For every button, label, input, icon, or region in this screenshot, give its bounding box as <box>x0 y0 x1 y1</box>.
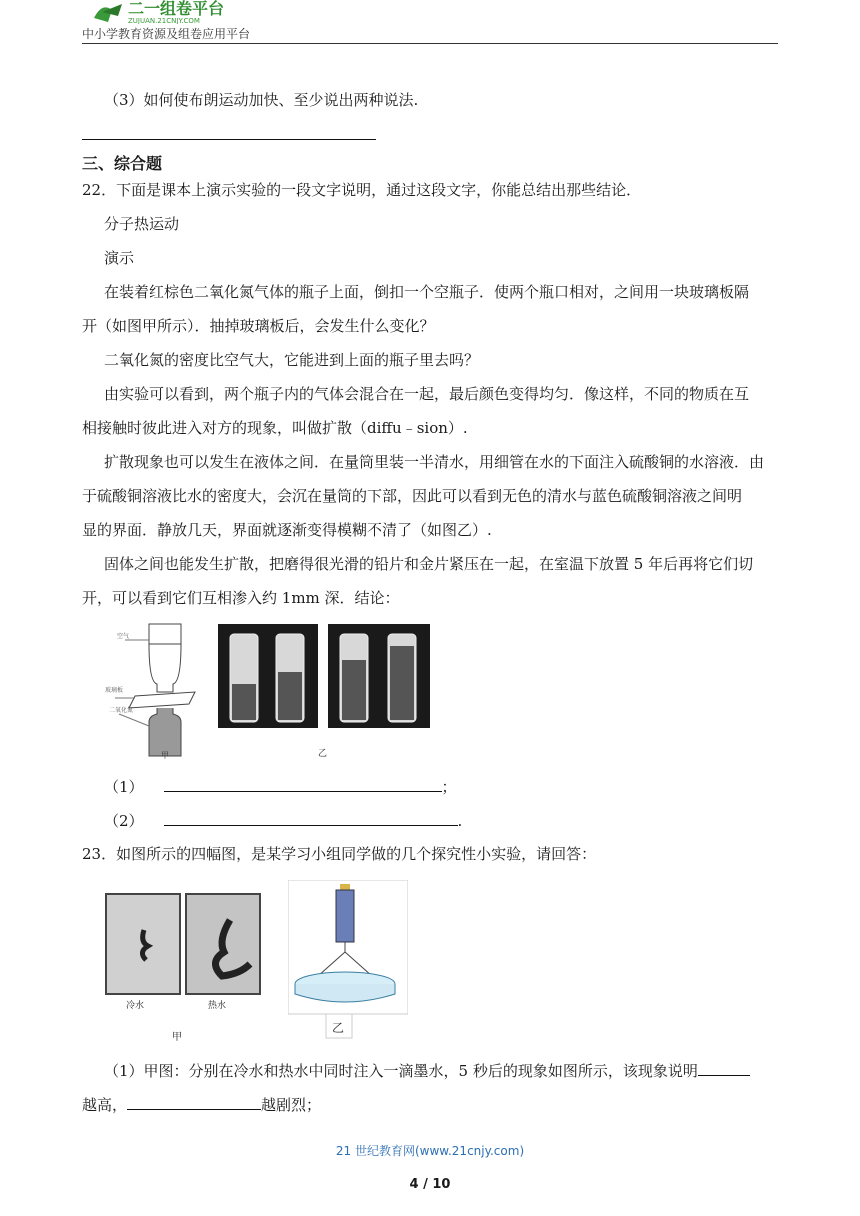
section-title: 三、综合题 <box>82 154 163 173</box>
q22-p6b: 于硫酸铜溶液比水的密度大，会沉在量筒的下部，因此可以看到无色的清水与蓝色硫酸铜溶液之间明 <box>82 487 743 505</box>
svg-text:甲: 甲 <box>172 1032 182 1043</box>
footer-site: 21 世纪教育网(www.21cnjy.com) <box>335 1144 525 1158</box>
logo <box>88 0 278 24</box>
svg-text:冷水: 冷水 <box>126 1001 145 1011</box>
svg-text:二氧化氮: 二氧化氮 <box>109 707 134 714</box>
svg-text:玻璃板: 玻璃板 <box>105 687 124 694</box>
header-subtitle: 中小学教育资源及组卷应用平台 <box>82 27 251 41</box>
q22-p5b: 相接触时彼此进入对方的现象，叫做扩散（diffu﹣sion）. <box>82 419 468 437</box>
svg-text:乙: 乙 <box>318 749 328 759</box>
answer-blank-2[interactable] <box>164 810 458 826</box>
answer-blank-1[interactable] <box>164 776 442 792</box>
q22-p7a: 固体之间也能发生扩散，把磨得很光滑的铅片和金片紧压在一起，在室温下放置 5 年后再将它们切 <box>104 555 754 573</box>
q22-p1: 分子热运动 <box>104 215 180 233</box>
q23-part1-line1: （1）甲图：分别在冷水和热水中同时注入一滴墨水，5 秒后的现象如图所示，该现象说明 <box>104 1060 750 1081</box>
q22-p4: 二氧化氮的密度比空气大，它能进到上面的瓶子里去吗？ <box>104 351 480 369</box>
page-header <box>82 0 778 44</box>
figure-cylinders <box>218 624 430 760</box>
svg-text:热水: 热水 <box>208 1001 227 1011</box>
figure-spring-scale <box>288 880 408 1040</box>
q22-p7b: 开，可以看到它们互相渗入约 1mm 深．结论： <box>82 589 400 607</box>
answer-blank-4[interactable] <box>127 1094 261 1110</box>
q22-stem: 22．下面是课本上演示实验的一段文字说明，通过这段文字，你能总结出那些结论． <box>82 181 642 199</box>
answer-blank-3[interactable] <box>698 1060 750 1076</box>
q21-part3: （3）如何使布朗运动加快、至少说出两种说法. <box>104 91 419 109</box>
answer-line <box>82 139 376 140</box>
q22-p3b: 开（如图甲所示）．抽掉玻璃板后，会发生什么变化？ <box>82 317 435 335</box>
q22-p6a: 扩散现象也可以发生在液体之间．在量筒里装一半清水，用细管在水的下面注入硫酸铜的水溶液．由 <box>104 453 765 471</box>
svg-text:二一组卷平台: 二一组卷平台 <box>128 0 225 18</box>
q22-p5a: 由实验可以看到，两个瓶子内的气体会混合在一起，最后颜色变得均匀．像这样，不同的物质在互 <box>104 385 750 403</box>
figure-bottles <box>105 622 205 762</box>
q22-p2: 演示 <box>104 249 135 267</box>
q22-answer-2: （2） . <box>104 812 463 830</box>
svg-text:空气: 空气 <box>117 633 130 640</box>
q22-p3a: 在装着红棕色二氧化氮气体的瓶子上面，倒扣一个空瓶子．使两个瓶口相对，之间用一块玻璃板隔 <box>104 283 750 301</box>
q23-part1-line2: 越高， 越剧烈； <box>82 1096 322 1114</box>
svg-text:乙: 乙 <box>332 1021 345 1035</box>
svg-text:ZUJUAN.21CNJY.COM: ZUJUAN.21CNJY.COM <box>128 17 200 24</box>
svg-text:甲: 甲 <box>161 751 169 760</box>
figure-ink-water <box>100 890 266 1046</box>
page-number: 4 / 10 <box>409 1177 451 1192</box>
header-divider <box>82 43 778 44</box>
q23-stem: 23．如图所示的四幅图，是某学习小组同学做的几个探究性小实验，请回答： <box>82 845 597 863</box>
q22-answer-1: （1） ； <box>104 778 457 796</box>
q22-p6c: 显的界面．静放几天，界面就逐渐变得模糊不清了（如图乙）. <box>82 521 492 539</box>
